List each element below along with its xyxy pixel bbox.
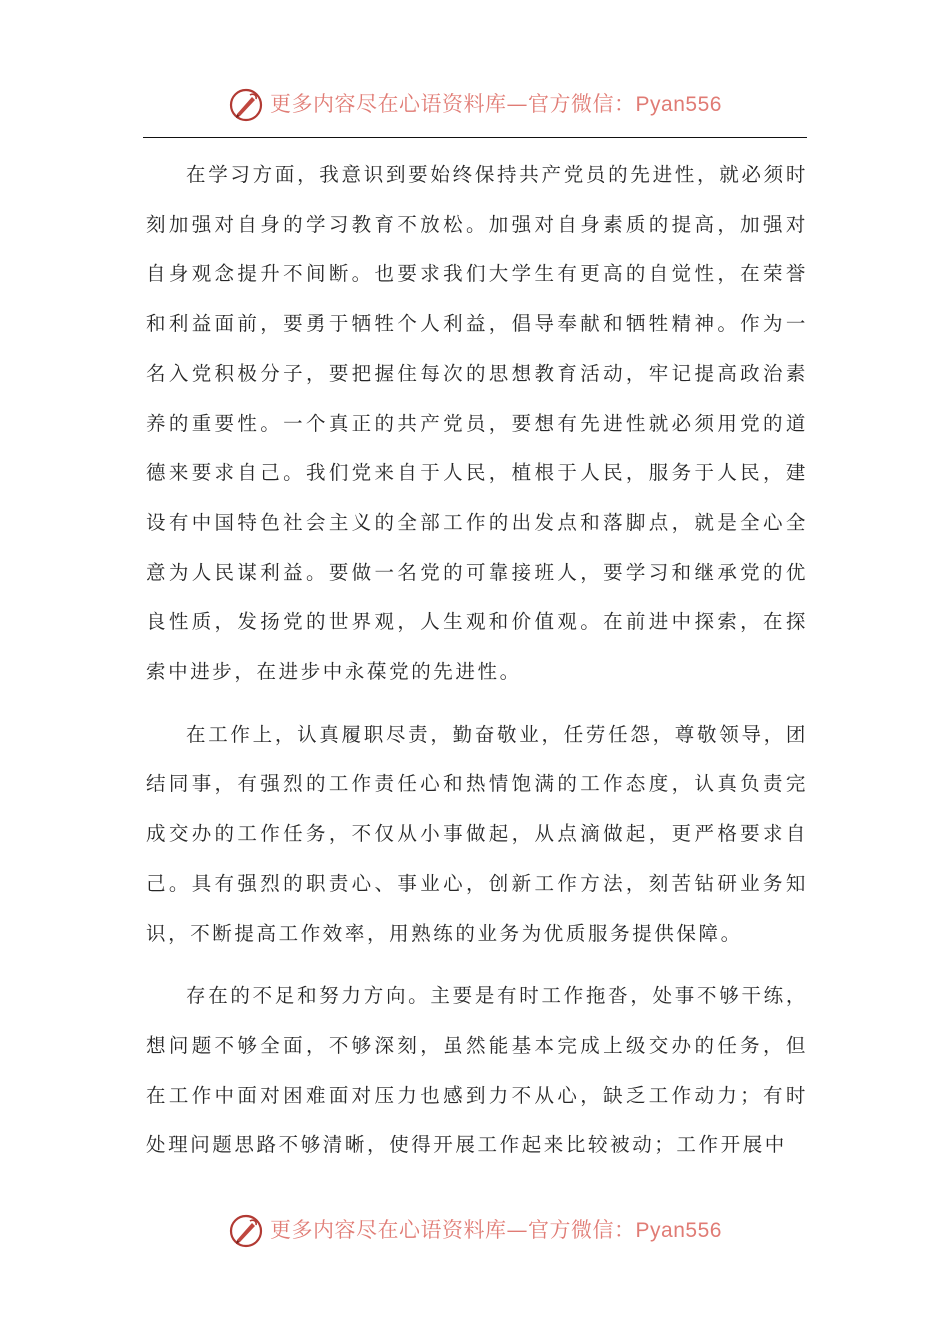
footer-banner-text	[270, 1212, 722, 1249]
header-dash: —	[506, 92, 529, 116]
header-brand: 更多内容尽在心语资料库	[270, 92, 507, 116]
paragraph-work: 在工作上，认真履职尽责，勤奋敬业，任劳任怨，尊敬领导，团结同事，有强烈的工作责任心和热情饱满的工作态度，认真负责完成交办的工作任务，不仅从小事做起，从点滴做起，更严格要求自己。具有强烈的职责心、事业心，创新工作方法，刻苦钻研业务知识，不断提高工作效率，用熟练的业务为优质服务提供保障。	[146, 722, 808, 945]
header-banner	[0, 86, 950, 123]
footer-brand: 更多内容尽在心语资料库	[270, 1218, 507, 1242]
document-body	[146, 150, 808, 1183]
header-banner-text	[270, 86, 722, 123]
paragraph-shortcomings: 存在的不足和努力方向。主要是有时工作拖沓，处事不够干练，想问题不够全面，不够深刻，虽然能基本完成上级交办的任务，但在工作中面对困难面对压力也感到力不从心，缺乏工作动力；有时处理问题思路不够清晰，使得开展工作起来比较被动；工作开展中	[146, 984, 808, 1157]
footer-official-label: 官方微信：	[528, 1219, 636, 1242]
pen-logo-icon	[228, 87, 264, 123]
pen-logo-icon	[228, 1213, 264, 1249]
header-divider	[143, 137, 807, 138]
footer-banner	[0, 1212, 950, 1249]
header-wechat-id: Pyan556	[635, 93, 722, 116]
paragraph-study: 在学习方面，我意识到要始终保持共产党员的先进性，就必须时刻加强对自身的学习教育不放松。加强对自身素质的提高，加强对自身观念提升不间断。也要求我们大学生有更高的自觉性，在荣誉和利益面前，要勇于牺牲个人利益，倡导奉献和牺牲精神。作为一名入党积极分子，要把握住每次的思想教育活动，牢记提高政治素养的重要性。一个真正的共产党员，要想有先进性就必须用党的道德来要求自己。我们党来自于人民，植根于人民，服务于人民，建设有中国特色社会主义的全部工作的出发点和落脚点，就是全心全意为人民谋利益。要做一名党的可靠接班人，要学习和继承党的优良性质，发扬党的世界观，人生观和价值观。在前进中探索，在探索中进步，在进步中永葆党的先进性。	[146, 163, 808, 684]
header-official-label: 官方微信：	[528, 93, 636, 116]
footer-wechat-id: Pyan556	[635, 1219, 722, 1242]
footer-dash: —	[506, 1218, 529, 1242]
